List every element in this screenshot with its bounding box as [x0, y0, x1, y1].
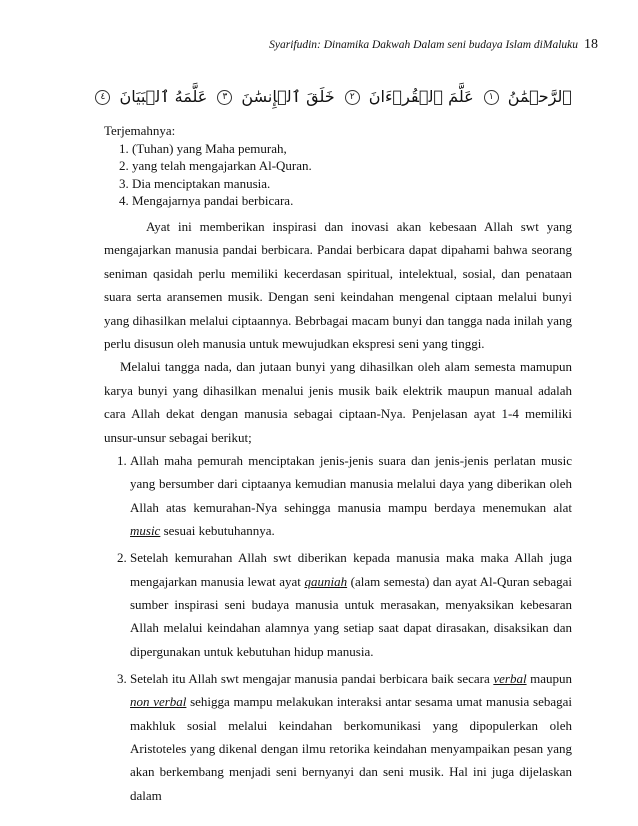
quran-verses: [100, 87, 572, 106]
verse-number-marker: ١: [484, 90, 499, 105]
translation-item: 1. (Tuhan) yang Maha pemurah,: [132, 140, 574, 158]
paragraph: Ayat ini memberikan inspirasi dan inovasi akan kebesaan Allah swt yang mengajarkan manusia pandai berbicara. Pandai berbicara dapat dipahami bahwa seorang seniman qasidah perlu memiliki kecerdasan spiritual, intelektual, sosial, dan penataan suara serta aransemen musik. Dengan seni keindahan mengenal ciptaan melalui bunyi yang dihasilkan melalui ciptaannya. Bebrbagai macam bunyi dan tangga nada inilah yang perlu disusun oleh manusia untuk mewujudkan ekspresi seni yang tinggi.: [104, 219, 572, 352]
list-item: [130, 667, 572, 807]
translation-item: 4. Mengajarnya pandai berbicara.: [132, 192, 574, 210]
running-title: Syarifudin: Dinamika Dakwah Dalam seni budaya Islam diMaluku: [269, 39, 578, 51]
item-text: sehigga mampu melakukan interaksi antar sesama umat manusia sebagai makhluk sosial melalui keindahan berkomunikasi yang dipopulerkan oleh Aristoteles yang dikenal dengan ilmu retorika keindahan menyampaikan pesan yang akan berkembang menjadi seni bernyanyi dan seni musik. Hal ini juga dijelaskan dalam: [130, 694, 572, 803]
paragraph: Melalui tangga nada, dan jutaan bunyi yang dihasilkan oleh alam semesta mamupun karya bunyi yang dihasilkan menalui jenis musik baik elektrik maupun manual adalah cara Allah dekat dengan manusia sebagai ciptaan-Nya. Penjelasan ayat 1-4 memiliki unsur-unsur sebagai berikut;: [104, 359, 572, 445]
item-text: (alam semesta) dan ayat Al-Quran sebagai sumber inspirasi seni budaya manusia untuk merasakan, menyaksikan kebesaran Allah melalui keindahan alamnya yang setiap saat dapat dirasakan, disaksikan dan dipergunakan untuk kebutuhan hidup manusia.: [130, 573, 573, 659]
arabic-verse: عَلَّمَهُ ٱلۡبَيَانَ: [119, 87, 208, 106]
item-text: Setelah kemurahan Allah swt diberikan kepada manusia maka maka Allah juga mengajarkan manusia lewat ayat: [130, 550, 572, 589]
arabic-verse: ٱلرَّحۡمَٰنُ: [507, 87, 572, 106]
translation-block: [104, 122, 574, 210]
explanation-list: [104, 449, 572, 807]
arabic-verse: خَلَقَ ٱلۡإِنسَٰنَ: [241, 87, 335, 106]
translation-item: 3. Dia menciptakan manusia.: [132, 175, 574, 193]
item-text: maupun: [526, 670, 573, 686]
emphasized-term: music: [130, 523, 161, 539]
item-text: Allah maha pemurah menciptakan jenis-jenis suara dan jenis-jenis perlatan music yang bersumber dari ciptaanya kemudian manusia melalui daya yang diberikan oleh Allah atas kemurahan-Nya sehingga manusia mampu berdaya menemukan alat: [130, 453, 572, 515]
item-text: Setelah itu Allah swt mengajar manusia pandai berbicara baik secara: [130, 670, 494, 686]
translation-list: [104, 140, 574, 210]
page-number: 18: [584, 37, 598, 52]
arabic-verse: عَلَّمَ ٱلۡقُرۡءَانَ: [368, 87, 474, 106]
body-text: [104, 215, 572, 811]
emphasized-term: qauniah: [304, 573, 348, 589]
list-item: [130, 546, 572, 663]
list-item: [130, 449, 572, 543]
verse-number-marker: ٤: [95, 90, 110, 105]
emphasized-term: verbal: [493, 670, 527, 686]
page-header: [269, 37, 598, 53]
verse-number-marker: ٢: [345, 90, 360, 105]
verse-number-marker: ٣: [217, 90, 232, 105]
item-text: sesuai kebutuhannya.: [160, 523, 275, 539]
translation-item: 2. yang telah mengajarkan Al-Quran.: [132, 157, 574, 175]
translation-label: Terjemahnya:: [104, 123, 176, 138]
emphasized-term: non verbal: [130, 694, 187, 710]
